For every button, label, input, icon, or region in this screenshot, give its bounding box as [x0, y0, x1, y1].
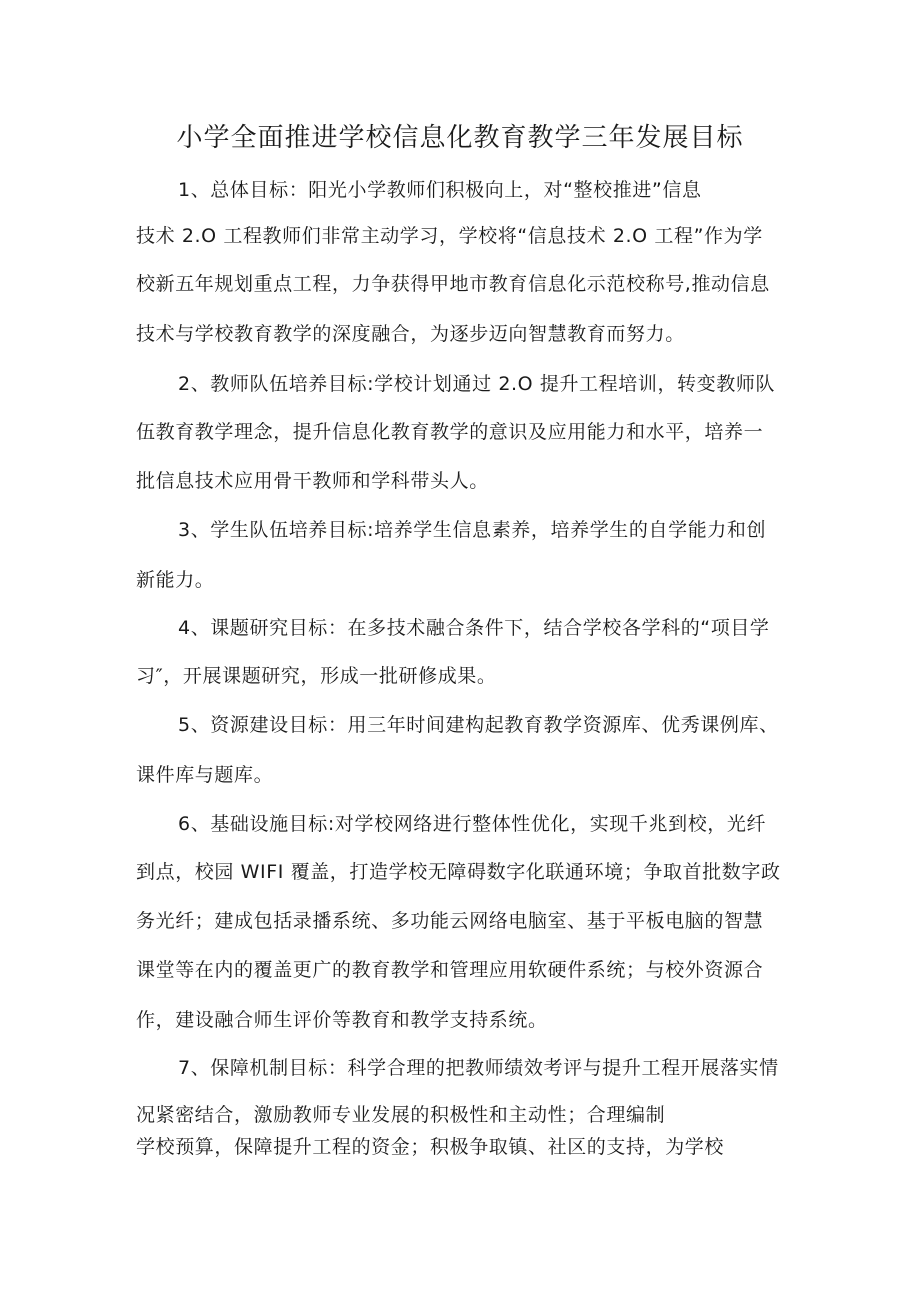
text-line: 学校预算，保障提升工程的资金；积极争取镇、社区的支持，为学校: [136, 1136, 725, 1158]
text-line: 习″，开展课题研究，形成一批研修成果。: [136, 665, 497, 687]
text-line: 技术 2.O 工程教师们非常主动学习，学校将“信息技术 2.O 工程”作为学: [136, 225, 763, 247]
text-line: 作，建设融合师生评价等教育和教学支持系统。: [136, 1009, 548, 1031]
text-line: 4、课题研究目标：在多技术融合条件下，结合学校各学科的“项目学: [178, 617, 770, 639]
text-line: 况紧密结合，激励教师专业发展的积极性和主动性；合理编制: [136, 1104, 666, 1126]
text-line: 1、总体目标：阳光小学教师们积极向上，对“整校推进”信息: [178, 179, 702, 201]
text-line: 技术与学校教育教学的深度融合，为逐步迈向智慧教育而努力。: [136, 323, 685, 345]
text-line: 校新五年规划重点工程，力争获得甲地市教育信息化示范校称号,推动信息: [136, 273, 770, 295]
text-line: 课件库与题库。: [136, 764, 274, 786]
text-line: 5、资源建设目标：用三年时间建构起教育教学资源库、优秀课例库、: [178, 714, 779, 736]
text-line: 2、教师队伍培养目标:学校计划通过 2.O 提升工程培训，转变教师队: [178, 373, 776, 395]
text-line: 课堂等在内的覆盖更广的教育教学和管理应用软硬件系统；与校外资源合: [136, 959, 764, 981]
text-line: 务光纤；建成包括录播系统、多功能云网络电脑室、基于平板电脑的智慧: [136, 910, 764, 932]
text-line: 伍教育教学理念，提升信息化教育教学的意识及应用能力和水平，培养一: [136, 421, 764, 443]
text-line: 6、基础设施目标:对学校网络进行整体性优化，实现千兆到校，光纤: [178, 813, 767, 835]
text-line: 新能力。: [136, 569, 215, 591]
text-line: 到点，校园 WIFI 覆盖，打造学校无障碍数字化联通环境；争取首批数字政: [136, 861, 781, 883]
text-line: 3、学生队伍培养目标:培养学生信息素养，培养学生的自学能力和创: [178, 519, 767, 541]
text-line: 7、保障机制目标：科学合理的把教师绩效考评与提升工程开展落实情: [178, 1057, 779, 1079]
text-line: 批信息技术应用骨干教师和学科带头人。: [136, 470, 489, 492]
document-title: 小学全面推进学校信息化教育教学三年发展目标: [176, 123, 744, 153]
